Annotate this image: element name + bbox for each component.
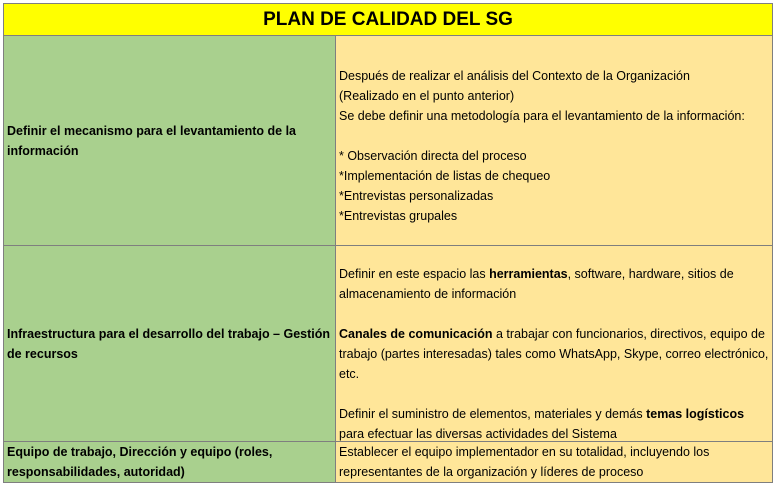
paragraph: Definir en este espacio las herramientas, software, hardware, sitios de almacenamiento de información — [339, 267, 734, 301]
list-item: *Implementación de listas de chequeo — [339, 169, 551, 183]
table-row — [3, 442, 773, 483]
page-title: PLAN DE CALIDAD DEL SG — [3, 3, 773, 36]
row-content — [336, 246, 773, 442]
list-item: * Observación directa del proceso — [339, 149, 527, 163]
paragraph: Definir el suministro de elementos, materiales y demás temas logísticos para efectuar las diversas actividades del Sistema — [339, 407, 745, 441]
list-item: *Entrevistas personalizadas — [339, 189, 494, 203]
paragraph: Canales de comunicación a trabajar con funcionarios, directivos, equipo de trabajo (partes interesadas) tales como WhatsApp, Skype, correo electrónico, etc. — [339, 327, 769, 381]
table-row — [3, 36, 773, 246]
list-item: *Entrevistas grupales — [339, 209, 458, 223]
text-line: (Realizado en el punto anterior) — [339, 89, 515, 103]
text-line: Después de realizar el análisis del Contexto de la Organización — [339, 69, 690, 83]
row-content — [336, 36, 773, 246]
row-content: Establecer el equipo implementador en su totalidad, incluyendo los representantes de la organización y líderes de proceso — [336, 442, 773, 483]
table-row — [3, 246, 773, 442]
row-label: Definir el mecanismo para el levantamiento de la información — [3, 36, 336, 246]
row-label: Infraestructura para el desarrollo del trabajo – Gestión de recursos — [3, 246, 336, 442]
text-line: Se debe definir una metodología para el levantamiento de la información: — [339, 109, 745, 123]
row-label: Equipo de trabajo, Dirección y equipo (roles, responsabilidades, autoridad) — [3, 442, 336, 483]
